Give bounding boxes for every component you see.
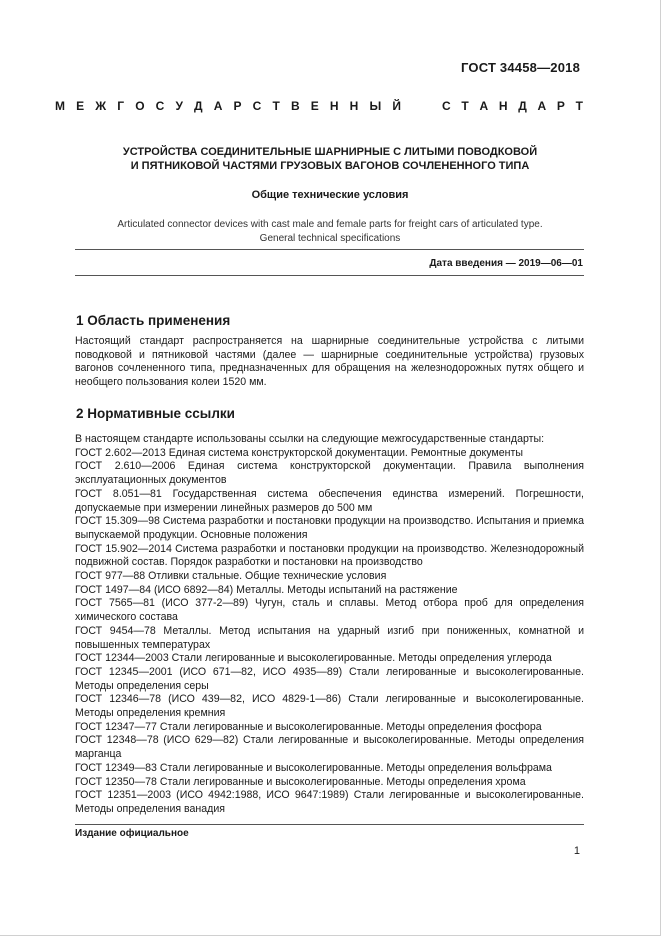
introduction-date: Дата введения — 2019—06—01 <box>429 258 583 269</box>
reference-item: ГОСТ 15.309—98 Система разработки и постановки продукции на производство. Испытания и приемка выпускаемой продукции. Основные положения <box>75 515 584 541</box>
banner-letter: Р <box>233 99 242 113</box>
divider-top <box>75 249 584 250</box>
reference-item: ГОСТ 1497—84 (ИСО 6892—84) Металлы. Методы испытаний на растяжение <box>75 583 458 596</box>
banner-letter: Р <box>556 99 565 113</box>
official-edition-label: Издание официальное <box>75 828 189 839</box>
title-line-2: И ПЯТНИКОВОЙ ЧАСТЯМИ ГРУЗОВЫХ ВАГОНОВ СОЧЛЕНЕННОГО ТИПА <box>130 160 530 172</box>
section-1-body <box>75 335 584 390</box>
section-2-body <box>75 433 584 817</box>
banner-letter: С <box>252 99 262 113</box>
section-1-text: Настоящий стандарт распространяется на шарнирные соединительные устройства с литыми поводковой и пятниковой частями (далее — шарнирные соединительные устройства) грузовых вагонов сочлененного типа, предназначенных для обращения на железнодорожных путях общего и необщего пользования колеи 1520 мм. <box>75 335 584 389</box>
reference-item: ГОСТ 12351—2003 (ИСО 4942:1988, ИСО 9647:1989) Стали легированные и высоколегированные. Методы определения ванадия <box>75 789 584 815</box>
reference-item: ГОСТ 9454—78 Металлы. Метод испытания на ударный изгиб при пониженных, комнатной и повышенных температурах <box>75 624 584 651</box>
reference-item: ГОСТ 12344—2003 Стали легированные и высоколегированные. Методы определения углерода <box>75 652 552 665</box>
banner-letter: Е <box>76 99 85 113</box>
reference-item: ГОСТ 12350—78 Стали легированные и высоколегированные. Методы определения хрома <box>75 775 526 788</box>
banner-letter: Д <box>194 99 203 113</box>
banner-letter: Т <box>272 99 280 113</box>
banner-letter: Н <box>349 99 359 113</box>
banner-letter: Е <box>310 99 319 113</box>
page-number: 1 <box>573 845 580 857</box>
banner-letter: У <box>175 99 183 113</box>
banner-letter: Н <box>329 99 339 113</box>
banner-letter: А <box>537 99 547 113</box>
divider-date <box>75 275 584 276</box>
banner-letter: Т <box>575 99 583 113</box>
reference-item: ГОСТ 2.602—2013 Единая система конструкторской документации. Ремонтные документы <box>75 446 523 459</box>
standard-type-word-1 <box>55 99 401 113</box>
banner-letter: Ж <box>95 99 107 113</box>
document-subtitle: Общие технические условия <box>251 189 409 201</box>
english-title-line-1: Articulated connector devices with cast male and female parts for freight cars of articulated type. <box>117 219 543 230</box>
section-2-intro: В настоящем стандарте использованы ссылки на следующие межгосударственные стандарты: <box>75 433 545 445</box>
banner-letter: С <box>155 99 165 113</box>
standard-type-word-2 <box>442 99 583 113</box>
english-title <box>60 218 600 246</box>
reference-item: ГОСТ 12347—77 Стали легированные и высоколегированные. Методы определения фосфора <box>75 720 542 733</box>
banner-letter: С <box>442 99 451 113</box>
banner-letter: О <box>135 99 145 113</box>
reference-item: ГОСТ 12345—2001 (ИСО 671—82, ИСО 4935—89) Стали легированные и высоколегированные. Методы определения серы <box>75 665 584 692</box>
reference-item: ГОСТ 2.610—2006 Единая система конструкторской документации. Правила выполнения эксплуатационных документов <box>75 460 584 487</box>
section-2-heading: 2 Нормативные ссылки <box>76 406 235 421</box>
english-title-line-2: General technical specifications <box>259 233 401 244</box>
banner-letter: А <box>479 99 489 113</box>
reference-item: ГОСТ 8.051—81 Государственная система обеспечения единства измерений. Погрешности, допускаемые при измерении линейных размеров до 500 мм <box>75 487 584 514</box>
banner-letter: В <box>290 99 300 113</box>
reference-item: ГОСТ 12346—78 (ИСО 439—82, ИСО 4829-1—86) Стали легированные и высоколегированные. Методы определения кремния <box>75 693 584 720</box>
banner-letter: М <box>55 99 65 113</box>
reference-item: ГОСТ 7565—81 (ИСО 377-2—89) Чугун, сталь и сплавы. Метод отбора проб для определения химического состава <box>75 597 584 624</box>
reference-item: ГОСТ 12349—83 Стали легированные и высоколегированные. Методы определения вольфрама <box>75 761 552 774</box>
banner-letter: А <box>213 99 223 113</box>
title-line-1: УСТРОЙСТВА СОЕДИНИТЕЛЬНЫЕ ШАРНИРНЫЕ С ЛИТЫМИ ПОВОДКОВОЙ <box>122 146 538 158</box>
reference-item: ГОСТ 15.902—2014 Система разработки и постановки продукции на производство. Железнодорожный подвижной состав. Порядок разработки и постановки на производство <box>75 542 584 569</box>
references-list <box>75 447 584 817</box>
banner-letter: Т <box>461 99 469 113</box>
banner-letter: Й <box>392 99 401 113</box>
section-1-heading: 1 Область применения <box>76 313 231 328</box>
divider-footer <box>75 824 584 825</box>
section-1-paragraph <box>75 335 584 390</box>
document-title <box>60 145 600 173</box>
document-code: ГОСТ 34458—2018 <box>461 60 580 75</box>
standard-type-banner <box>55 99 583 113</box>
reference-item: ГОСТ 977—88 Отливки стальные. Общие технические условия <box>75 570 387 583</box>
banner-letter: Ы <box>369 99 382 113</box>
reference-item: ГОСТ 12348—78 (ИСО 629—82) Стали легированные и высоколегированные. Методы определения марганца <box>75 734 584 761</box>
banner-letter: Д <box>518 99 527 113</box>
banner-letter: Г <box>117 99 125 113</box>
banner-letter: Н <box>498 99 508 113</box>
